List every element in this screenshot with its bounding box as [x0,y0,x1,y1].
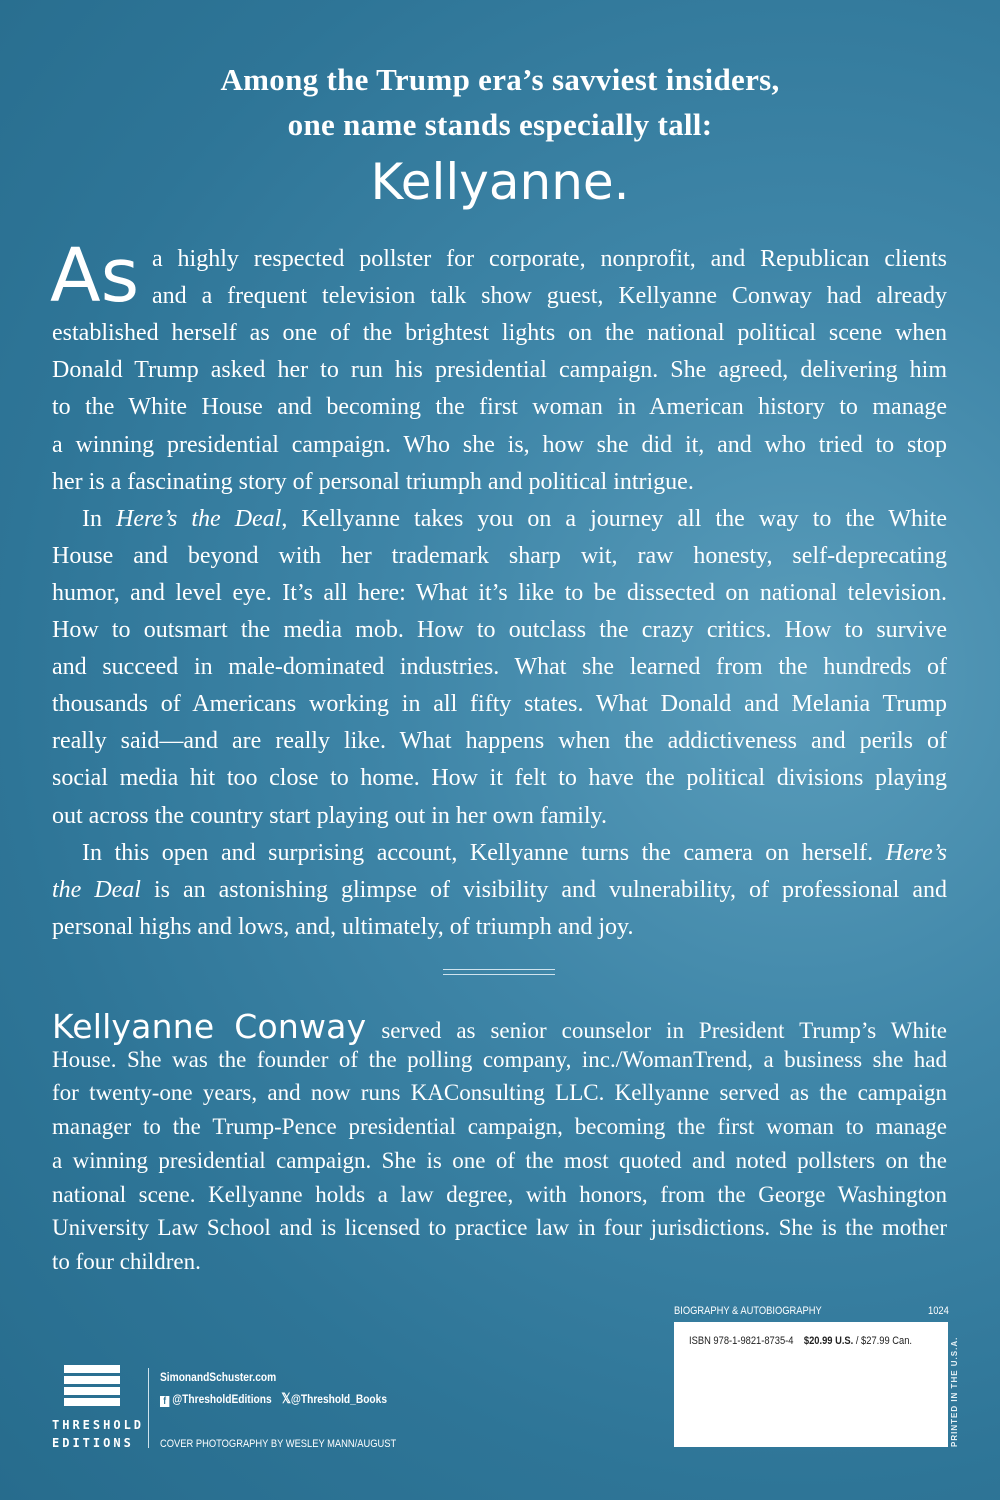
threshold-logo [64,1365,120,1409]
description-line [52,504,947,534]
text-segment: and succeed in male-dominated industries. What she learned from the hundreds of [52,654,947,681]
bio-text: to four children. [52,1248,201,1274]
text-segment: How to outsmart the media mob. How to outclass the crazy critics. How to survive [52,617,947,643]
description-line [52,689,947,719]
description-line [52,652,947,682]
price-can: / $27.99 Can. [853,1335,913,1347]
description-line [52,541,947,571]
text-segment: established herself as one of the brightest lights on the national political scene when [52,320,947,347]
text-segment: and a frequent television talk show guest, Kellyanne Conway had already [152,283,947,310]
text-segment: House and beyond with her trademark sharp wit, raw honesty, self-deprecating [52,542,947,569]
description-line [52,392,947,422]
text-segment: a winning presidential campaign. Who she is, how she did it, and who tried to stop [52,431,947,458]
printed-in: PRINTED IN THE U.S.A. [950,1336,959,1447]
facebook-icon: f [160,1396,169,1407]
book-title: Here’s the Deal [116,505,282,532]
website-link[interactable]: SimonandSchuster.com [160,1370,277,1384]
text-segment: In [82,505,117,532]
headline-line-1: Among the Trump era’s savviest insiders, [220,62,780,97]
headline-line-2: one name stands especially tall: [287,107,713,142]
headline-name: Kellyanne. [370,153,630,211]
description-line [52,615,947,645]
x-icon: 𝕏 [281,1390,291,1406]
category-code: 1024 [928,1305,949,1317]
description-line [152,244,947,274]
footer-divider [148,1368,149,1448]
bio-text: national scene. Kellyanne holds a law degree, with honors, from the George Washington [52,1181,947,1207]
description-line [52,430,947,460]
description-line [52,726,947,756]
text-segment: a highly respected pollster for corporate, nonprofit, and Republican clients [152,246,947,272]
price-us: $20.99 U.S. [803,1335,854,1347]
text-segment: to the White House and becoming the first woman in American history to manage [52,394,947,421]
text-segment: In this open and surprising account, Kellyanne turns the camera on herself. [82,839,886,866]
isbn-price [689,1335,912,1347]
bio-text: manager to the Trump-Pence presidential campaign, becoming the first woman to manage [52,1114,947,1140]
description-line [52,912,947,942]
text-segment: thousands of Americans working in all fifty states. What Donald and Melania Trump [52,691,947,718]
photo-credit: COVER PHOTOGRAPHY BY WESLEY MANN/AUGUST [160,1438,397,1450]
bio-text: a winning presidential campaign. She is one of the most quoted and noted pollsters on the [52,1147,947,1173]
bio-line [52,1180,947,1210]
bio-line [52,1112,947,1142]
isbn: ISBN 978-1-9821-8735-4 [689,1335,794,1347]
description-line [52,875,947,905]
text-segment: Donald Trump asked her to run his presidential campaign. She agreed, delivering him [52,357,947,384]
text-segment: really said—and are really like. What happens when the addictiveness and perils of [52,728,947,755]
description-line [52,578,947,608]
description-line [52,838,947,868]
bio-line [52,1213,947,1243]
book-title: Here’s [885,839,947,866]
bio-text: House. She was the founder of the polling company, inc./WomanTrend, a business she had [52,1046,947,1072]
bio-line [52,1146,947,1176]
text-segment: humor, and level eye. It’s all here: What it’s like to be dissected on national television. [52,579,947,606]
bio-line [52,1045,947,1075]
description-line [52,763,947,793]
book-title: the Deal [52,876,141,903]
description-line [52,318,947,348]
bio-text: University Law School and is licensed to practice law in four jurisdictions. She is the mother [52,1215,947,1241]
description-line [152,281,947,311]
author-name: Kellyanne Conway [52,1007,367,1046]
drop-cap: As [50,233,140,319]
text-segment: is an astonishing glimpse of visibility and vulnerability, of professional and [140,876,947,903]
bio-line [52,1007,947,1046]
text-segment: , Kellyanne takes you on a journey all the way to the White [281,505,947,532]
description-line [52,801,947,831]
barcode-box [674,1322,948,1447]
publisher-name-line-2: EDITIONS [52,1436,134,1450]
text-segment: out across the country start playing out in her own family. [52,802,607,829]
publisher-name-line-1: THRESHOLD [52,1418,145,1432]
text-segment: personal highs and lows, and, ultimately, of triumph and joy. [52,913,634,940]
text-segment: social media hit too close to home. How it felt to have the political divisions playing [52,765,947,792]
description-line [52,355,947,385]
bio-text: for twenty-one years, and now runs KAConsulting LLC. Kellyanne served as the campaign [52,1080,947,1106]
bio-line [52,1078,947,1108]
divider [443,969,555,975]
text-segment: her is a fascinating story of personal triumph and political intrigue. [52,468,694,495]
social-links [160,1390,387,1407]
bio-text: served as senior counselor in President Trump’s White [366,1018,947,1043]
facebook-handle[interactable]: @ThresholdEditions [172,1392,272,1406]
bio-line [52,1247,947,1277]
category: BIOGRAPHY & AUTOBIOGRAPHY [674,1305,822,1317]
description-line [52,467,947,497]
x-handle[interactable]: @Threshold_Books [290,1392,388,1406]
